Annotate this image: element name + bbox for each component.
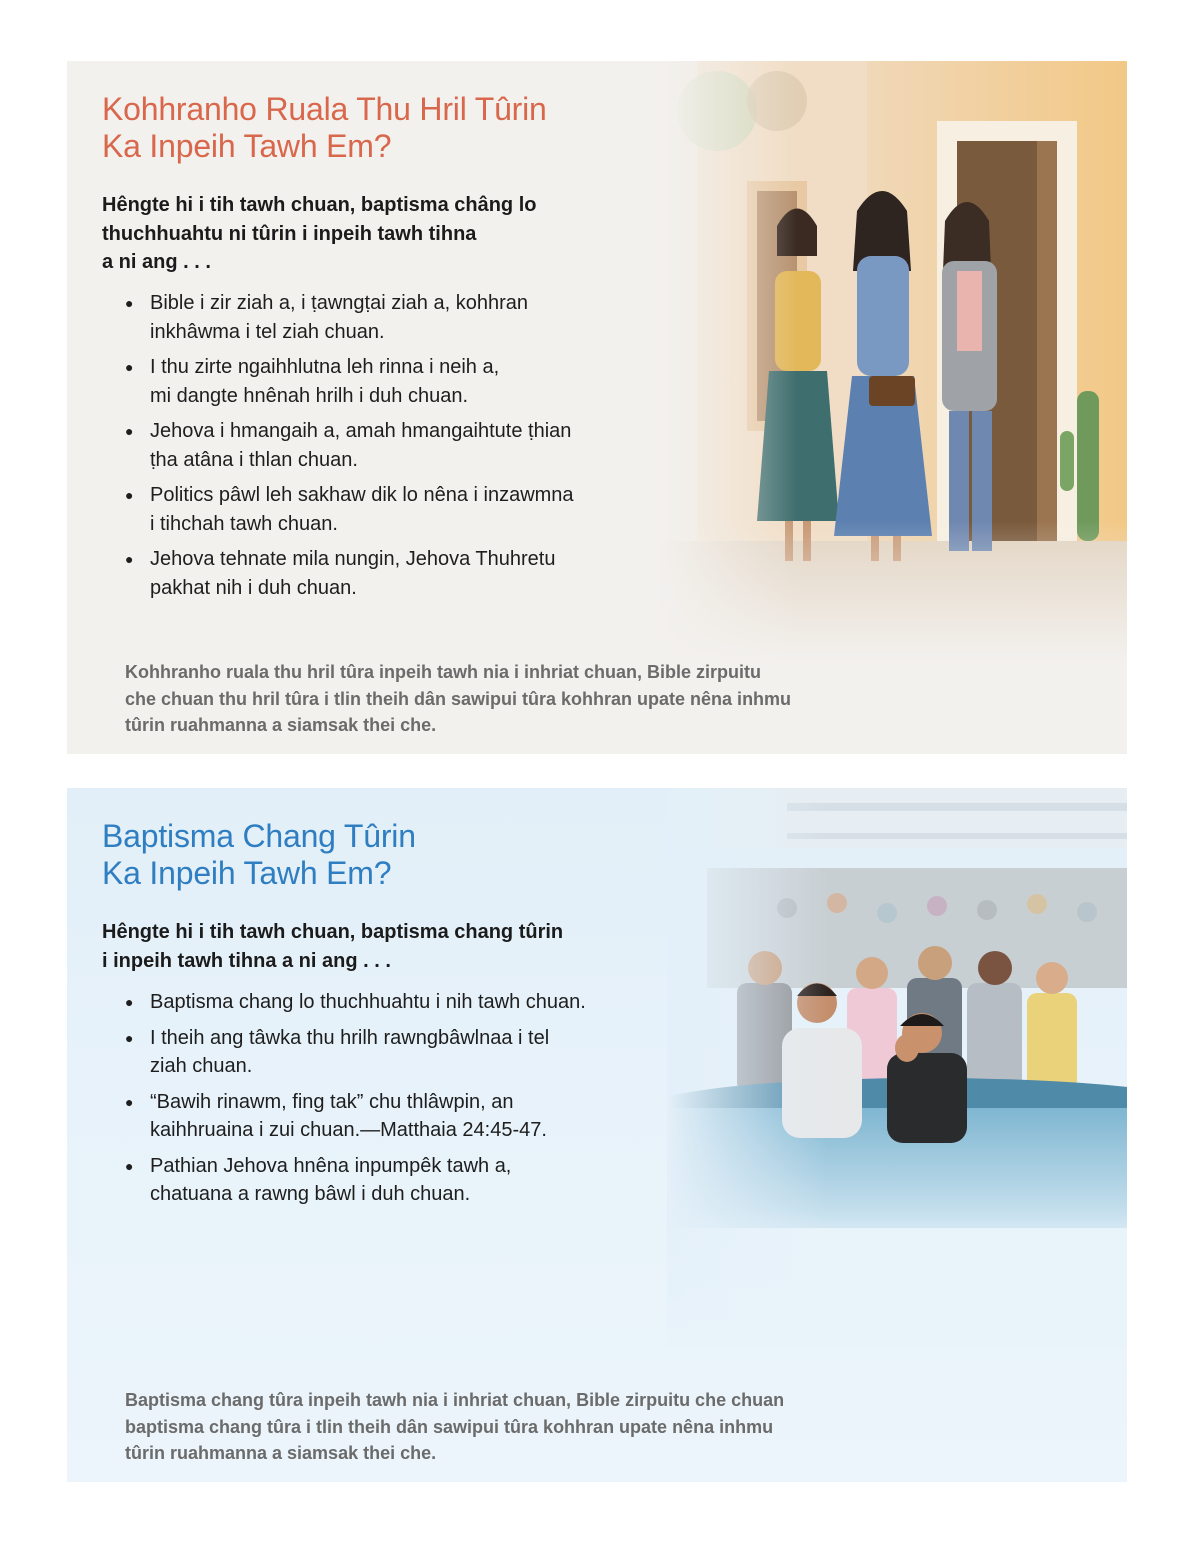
list-item-line: I theih ang tâwka thu hrilh rawngbâwlnaa i tel — [150, 1026, 550, 1049]
title-line: Kohhranho Ruala Thu Hril Tûrin — [102, 91, 547, 127]
list-item — [125, 545, 574, 602]
bullet-icon: ● — [125, 487, 134, 503]
list-item — [125, 988, 586, 1017]
footnote-line: baptisma chang tûra i tlin theih dân sawipui tûra kohhran upate nêna inhmu — [125, 1416, 774, 1437]
intro-line: thuchhuahtu ni tûrin i inpeih tawh tihna — [102, 222, 477, 245]
list-item-line: i tihchah tawh chuan. — [150, 512, 338, 535]
list-item-line: kaihhruaina i zui chuan.—Matthaia 24:45-47. — [150, 1119, 547, 1141]
intro-line: Hêngte hi i tih tawh chuan, baptisma châng lo — [102, 194, 537, 216]
field-ministry-illustration — [657, 61, 1127, 661]
list-item-line: Jehova i hmangaih a, amah hmangaihtute ṭhian — [150, 420, 572, 442]
list-item-line: Politics pâwl leh sakhaw dik lo nêna i inzawmna — [150, 484, 574, 506]
card-title — [102, 91, 547, 165]
footnote-line: che chuan thu hril tûra i tlin theih dân sawipui tûra kohhran upate nêna inhmu — [125, 688, 792, 709]
title-line: Ka Inpeih Tawh Em? — [102, 128, 392, 164]
list-item-line: Jehova tehnate mila nungin, Jehova Thuhretu — [150, 548, 556, 570]
intro-line: a ni ang . . . — [102, 251, 211, 273]
bullet-icon: ● — [125, 1029, 134, 1046]
card-title — [102, 818, 416, 892]
list-item — [125, 353, 574, 410]
intro-line: Hêngte hi i tih tawh chuan, baptisma chang tûrin — [102, 921, 564, 943]
bullet-icon: ● — [125, 1157, 134, 1174]
list-item-line: pakhat nih i duh chuan. — [150, 576, 357, 599]
list-item — [125, 289, 574, 346]
bullet-icon: ● — [125, 994, 134, 1010]
intro-line: i inpeih tawh tihna a ni ang . . . — [102, 949, 391, 972]
title-line: Baptisma Chang Tûrin — [102, 818, 416, 854]
list-item-line: Baptisma chang lo thuchhuahtu i nih tawh chuan. — [150, 991, 586, 1013]
bullet-icon: ● — [125, 1093, 134, 1110]
footnote — [125, 1387, 784, 1467]
list-item — [125, 1088, 586, 1145]
bullet-icon: ● — [125, 359, 134, 375]
footnote-line: Kohhranho ruala thu hril tûra inpeih tawh nia i inhriat chuan, Bible zirpuitu — [125, 662, 762, 682]
bullet-icon: ● — [125, 551, 134, 567]
list-item-line: inkhâwma i tel ziah chuan. — [150, 320, 385, 343]
qualification-list — [125, 988, 586, 1216]
bullet-icon: ● — [125, 295, 134, 311]
baptism-card — [67, 788, 1127, 1482]
footnote-line: Baptisma chang tûra inpeih tawh nia i inhriat chuan, Bible zirpuitu che chuan — [125, 1390, 785, 1410]
list-item — [125, 1024, 586, 1081]
bullet-icon: ● — [125, 423, 134, 439]
footnote-line: tûrin ruahmanna a siamsak thei che. — [125, 1443, 437, 1463]
list-item-line: mi dangte hnênah hrilh i duh chuan. — [150, 384, 469, 407]
footnote-line: tûrin ruahmanna a siamsak thei che. — [125, 715, 437, 735]
list-item-line: “Bawih rinawm, fing tak” chu thlâwpin, an — [150, 1090, 514, 1113]
qualification-list — [125, 289, 574, 609]
intro-text — [102, 191, 536, 277]
list-item — [125, 417, 574, 474]
list-item-line: Pathian Jehova hnêna inpumpêk tawh a, — [150, 1154, 512, 1177]
title-line: Ka Inpeih Tawh Em? — [102, 855, 392, 891]
list-item — [125, 1152, 586, 1209]
unbaptized-publisher-card — [67, 61, 1127, 754]
footnote — [125, 659, 791, 739]
list-item-line: ṭha atâna i thlan chuan. — [150, 448, 358, 471]
list-item-line: chatuana a rawng bâwl i duh chuan. — [150, 1183, 471, 1205]
baptism-illustration — [667, 788, 1127, 1348]
list-item — [125, 481, 574, 538]
list-item-line: ziah chuan. — [150, 1055, 253, 1077]
intro-text — [102, 918, 563, 975]
list-item-line: Bible i zir ziah a, i ṭawngṭai ziah a, kohhran — [150, 292, 528, 314]
list-item-line: I thu zirte ngaihhlutna leh rinna i neih a, — [150, 356, 500, 378]
